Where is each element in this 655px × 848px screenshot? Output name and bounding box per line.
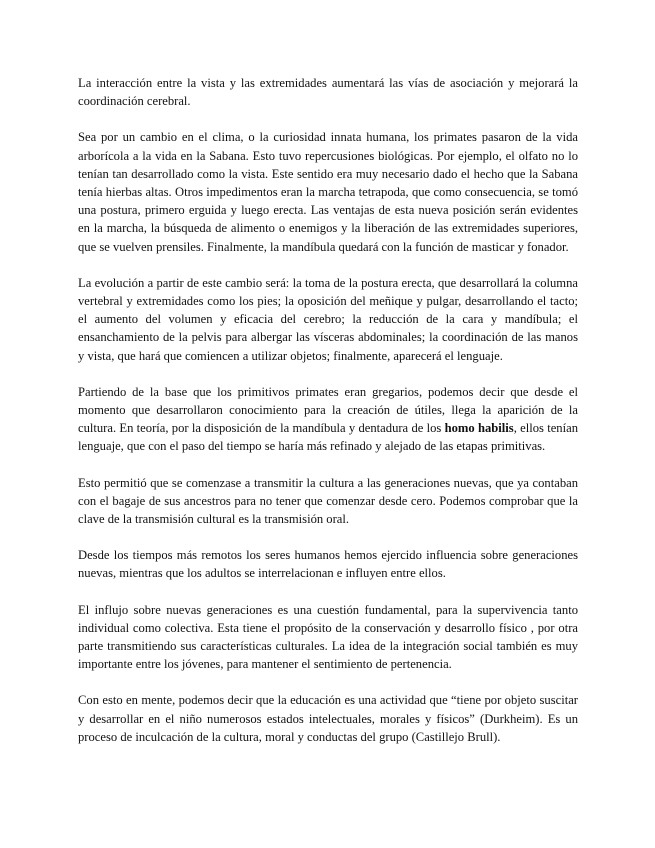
paragraph-4-text-after: , ellos tenían lenguaje, que con el paso del tiempo se haría más refinado y alejado de las etapas primitivas. xyxy=(78,421,578,454)
paragraph-2: Sea por un cambio en el clima, o la curiosidad innata humana, los primates pasaron de la vida arborícola a la vida en la Sabana. Esto tuvo repercusiones biológicas. Por ejemplo, el olfato no lo tenían tan desarrollado como la vista. Este sentido era muy necesario dado el hecho que la Sabana tenía hierbas altas. Otros impedimentos eran la marcha tetrapoda, que como consecuencia, se tomó una postura, primero erguida y luego erecta. Las ventajas de esta nueva posición serán evidentes en la marcha, la búsqueda de alimento o enemigos y la liberación de las extremidades superiores, que se vuelven prensiles. Finalmente, la mandíbula quedará con la función de masticar y fonador. xyxy=(78,130,578,254)
paragraph-4-text-before: Partiendo de la base que los primitivos primates eran gregarios, podemos decir que desde el momento que desarrollaron conocimiento para la creación de útiles, llega la aparición de la cultura. En teoría, por la disposición de la mandíbula y dentadura de los xyxy=(78,384,578,436)
document-page xyxy=(78,74,578,764)
paragraph-3: La evolución a partir de este cambio será: la toma de la postura erecta, que desarrollará la columna vertebral y extremidades como los pies; la oposición del meñique y pulgar, desarrollando el tacto; el aumento del volumen y eficacia del cerebro; la reducción de la cara y mandíbula; el ensanchamiento de la pelvis para albergar las vísceras abdominales; la coordinación de las manos y vista, que hará que comiencen a utilizar objetos; finalmente, aparecerá el lenguaje. xyxy=(78,275,578,363)
paragraph-5: Esto permitió que se comenzase a transmitir la cultura a las generaciones nuevas, que ya contaban con el bagaje de sus ancestros para no tener que comenzar desde cero. Podemos comprobar que la clave de la transmisión cultural es la transmisión oral. xyxy=(78,475,578,527)
paragraph-8: Con esto en mente, podemos decir que la educación es una actividad que “tiene por objeto suscitar y desarrollar en el niño numerosos estados intelectuales, morales y físicos” (Durkheim). Es un proceso de inculcación de la cultura, moral y conductas del grupo (Castillejo Brull). xyxy=(78,693,578,744)
paragraph-6: Desde los tiempos más remotos los seres humanos hemos ejercido influencia sobre generaciones nuevas, mientras que los adultos se interrelacionan e influyen entre ellos. xyxy=(78,548,578,581)
paragraph-4-bold-term: homo habilis xyxy=(444,421,514,436)
paragraph-1: La interacción entre la vista y las extremidades aumentará las vías de asociación y mejorará la coordinación cerebral. xyxy=(78,76,578,109)
paragraph-7: El influjo sobre nuevas generaciones es una cuestión fundamental, para la supervivencia tanto individual como colectiva. Esta tiene el propósito de la conservación y desarrollo físico , por otra parte transmitiendo sus características culturales. La idea de la integración social también es muy importante entre los jóvenes, para mantener el sentimiento de pertenencia. xyxy=(78,602,578,672)
paragraph-4 xyxy=(78,383,578,456)
